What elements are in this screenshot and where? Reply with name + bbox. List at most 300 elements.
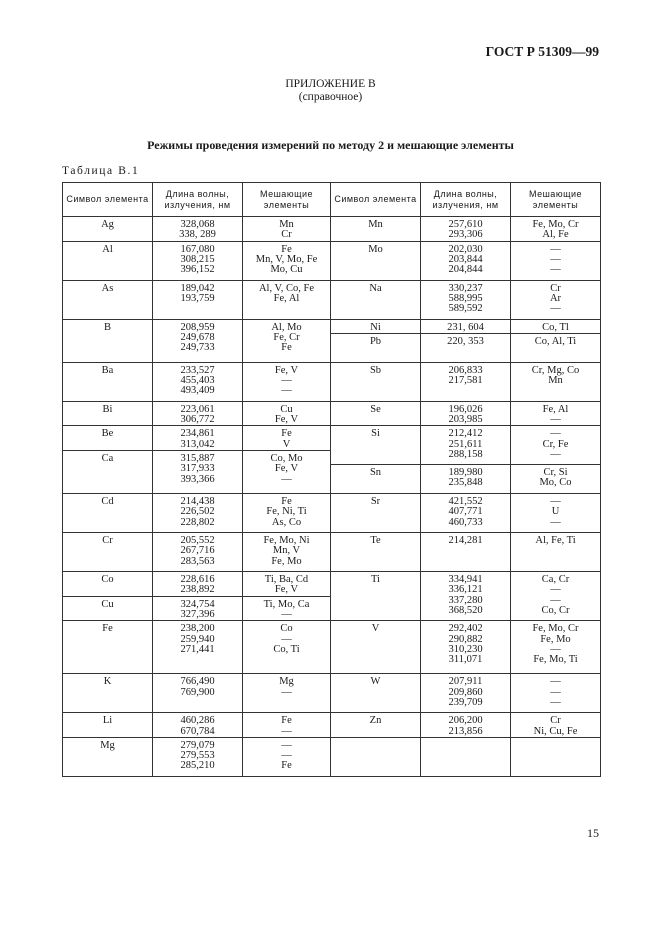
- element-symbol: Co: [101, 574, 114, 586]
- wavelength-value: 234,861: [180, 428, 215, 440]
- interfering-value: —: [550, 516, 561, 528]
- appendix-heading: [0, 78, 661, 104]
- table-row: [63, 494, 601, 533]
- element-symbol: Zn: [369, 715, 382, 727]
- wavelength-cell: [421, 280, 511, 319]
- interfering-value: —: [281, 608, 292, 620]
- interfering-value: Mn: [279, 219, 294, 230]
- wavelength-value: 407,771: [448, 506, 483, 518]
- wavelength-value: 310,230: [448, 643, 483, 655]
- wavelength-value: 259,940: [180, 633, 215, 645]
- wavelength-value: 214,438: [180, 496, 215, 508]
- interfering-cell: [243, 494, 331, 533]
- element-cell: [63, 280, 153, 319]
- wavelength-value: 317,933: [180, 463, 215, 475]
- wavelength-value: 285,210: [180, 760, 215, 772]
- element-cell: [63, 319, 153, 362]
- interfering-value: Fe, Mo, Ti: [533, 654, 578, 666]
- wavelength-value: 337,280: [448, 594, 483, 606]
- interfering-value: Co, Mo: [270, 453, 303, 465]
- interfering-value: U: [551, 506, 560, 518]
- wavelength-value: 455,403: [180, 375, 215, 387]
- interfering-value: Fe, Mo: [540, 633, 571, 645]
- element-cell: [63, 737, 153, 776]
- wavelength-cell: [153, 401, 243, 426]
- interfering-cell: [243, 362, 331, 401]
- wavelength-value: 393,366: [180, 473, 215, 485]
- interfering-value: Al, Mo: [271, 321, 302, 333]
- element-symbol: B: [103, 321, 111, 333]
- table-row: [63, 674, 601, 713]
- interfering-value: Mn: [548, 375, 563, 387]
- wavelength-cell: [153, 426, 243, 451]
- element-cell: [331, 533, 421, 572]
- interfering-value: —: [550, 696, 561, 708]
- element-cell: [63, 217, 153, 242]
- wavelength-value: 203,844: [448, 253, 483, 265]
- interfering-cell: [243, 241, 331, 280]
- wavelength-value: 311,071: [448, 654, 483, 666]
- element-cell: [331, 621, 421, 674]
- header-interfering-right: Мешающие элементы: [511, 183, 601, 217]
- interfering-value: Fe, Ni, Ti: [266, 506, 307, 518]
- wavelength-cell: [421, 217, 511, 242]
- interfering-cell: [511, 572, 601, 621]
- element-symbol: Sb: [369, 364, 382, 376]
- wavelength-value: 334,941: [448, 574, 483, 586]
- interfering-value: Cr: [550, 282, 561, 294]
- interfering-cell: [243, 280, 331, 319]
- wavelength-value: 257,610: [448, 219, 483, 230]
- interfering-value: Ca, Cr: [541, 574, 570, 586]
- table-row: [63, 280, 601, 319]
- interfering-cell: [511, 674, 601, 713]
- element-symbol: Sn: [369, 467, 382, 479]
- wavelength-value: 228,802: [180, 516, 215, 528]
- element-cell: [331, 426, 421, 465]
- wavelength-cell: [153, 621, 243, 674]
- interfering-value: —: [550, 303, 561, 315]
- element-symbol: K: [103, 676, 112, 688]
- wavelength-value: 279,553: [180, 750, 215, 762]
- wavelength-value: 214,281: [448, 535, 483, 547]
- interfering-value: As, Co: [271, 516, 302, 528]
- header-wavelength-right: Длина волны, излучения, нм: [421, 183, 511, 217]
- interfering-value: —: [550, 584, 561, 596]
- wavelength-value: 228,616: [180, 574, 215, 586]
- empty-cell: [511, 737, 601, 776]
- interfering-value: Mo, Cu: [270, 264, 303, 276]
- element-symbol: Mn: [368, 219, 383, 230]
- wavelength-cell: [153, 572, 243, 597]
- element-symbol: Cd: [101, 496, 114, 508]
- interfering-value: Fe, V: [274, 364, 299, 376]
- wavelength-value: 196,026: [448, 403, 483, 415]
- wavelength-cell: [153, 494, 243, 533]
- header-interfering-left: Мешающие элементы: [243, 183, 331, 217]
- interfering-value: Cr: [281, 229, 292, 241]
- wavelength-value: 189,042: [180, 282, 215, 294]
- interfering-value: Fe, Al: [273, 292, 300, 304]
- header-element-left: Символ элемента: [63, 183, 153, 217]
- interfering-value: Fe, Mo: [271, 555, 302, 567]
- wavelength-value: 308,215: [180, 253, 215, 265]
- wavelength-value: 769,900: [180, 686, 215, 698]
- interfering-cell: [243, 572, 331, 597]
- interfering-value: —: [550, 449, 561, 461]
- wavelength-value: 288,158: [448, 449, 483, 461]
- element-cell: [331, 319, 421, 333]
- interfering-value: Ni, Cu, Fe: [533, 725, 578, 737]
- element-cell: [63, 533, 153, 572]
- table-label: Таблица В.1: [62, 165, 140, 177]
- wavelength-value: 324,754: [180, 598, 215, 610]
- wavelength-cell: [421, 241, 511, 280]
- element-cell: [331, 333, 421, 362]
- interfering-value: —: [550, 414, 561, 426]
- wavelength-value: 338, 289: [179, 229, 216, 241]
- wavelength-value: 315,887: [180, 453, 215, 465]
- interfering-value: Fe: [281, 715, 292, 727]
- element-symbol: Be: [101, 428, 114, 440]
- wavelength-table: [62, 182, 601, 777]
- wavelength-cell: [421, 494, 511, 533]
- wavelength-cell: [421, 572, 511, 621]
- wavelength-value: 212,412: [448, 428, 483, 440]
- interfering-cell: [243, 451, 331, 494]
- wavelength-value: 493,409: [180, 385, 215, 397]
- element-cell: [63, 494, 153, 533]
- interfering-value: Co, Ti: [273, 643, 300, 655]
- element-cell: [63, 713, 153, 738]
- element-symbol: Si: [371, 428, 380, 440]
- wavelength-value: 206,200: [448, 715, 483, 727]
- element-symbol: V: [371, 623, 380, 635]
- interfering-cell: [511, 401, 601, 426]
- interfering-value: Al, Fe, Ti: [535, 535, 576, 547]
- interfering-cell: [243, 737, 331, 776]
- wavelength-value: 231, 604: [447, 321, 484, 333]
- wavelength-value: 460,286: [180, 715, 215, 727]
- wavelength-cell: [153, 217, 243, 242]
- standard-number: ГОСТ Р 51309—99: [485, 44, 599, 59]
- wavelength-value: 249,678: [180, 331, 215, 343]
- element-cell: [63, 451, 153, 494]
- wavelength-value: 220, 353: [447, 335, 484, 347]
- wavelength-value: 279,079: [180, 739, 215, 751]
- interfering-value: Fe: [281, 243, 292, 255]
- wavelength-cell: [421, 333, 511, 362]
- wavelength-cell: [153, 737, 243, 776]
- element-symbol: Ni: [370, 321, 381, 333]
- wavelength-value: 336,121: [448, 584, 483, 596]
- wavelength-value: 207,911: [448, 676, 483, 688]
- wavelength-value: 217,581: [448, 375, 483, 387]
- element-cell: [63, 401, 153, 426]
- wavelength-value: 396,152: [180, 264, 215, 276]
- interfering-value: Fe: [281, 496, 292, 508]
- wavelength-cell: [421, 319, 511, 333]
- wavelength-cell: [153, 674, 243, 713]
- wavelength-cell: [421, 401, 511, 426]
- interfering-cell: [511, 713, 601, 738]
- interfering-value: —: [550, 428, 561, 440]
- interfering-value: —: [550, 264, 561, 276]
- wavelength-value: 209,860: [448, 686, 483, 698]
- wavelength-value: 205,552: [180, 535, 215, 547]
- interfering-cell: [243, 319, 331, 362]
- wavelength-cell: [153, 596, 243, 621]
- page-number: 15: [587, 826, 599, 840]
- wavelength-value: 766,490: [180, 676, 215, 688]
- element-symbol: Al: [102, 243, 113, 255]
- interfering-value: Co, Cr: [541, 604, 570, 616]
- interfering-cell: [511, 319, 601, 333]
- wavelength-cell: [153, 451, 243, 494]
- wavelength-value: 283,563: [180, 555, 215, 567]
- interfering-value: Al, V, Co, Fe: [258, 282, 315, 294]
- interfering-value: Fe: [281, 760, 292, 772]
- wavelength-value: 238,200: [180, 623, 215, 635]
- table-row: [63, 533, 601, 572]
- element-cell: [63, 426, 153, 451]
- interfering-cell: [243, 713, 331, 738]
- header-element-right: Символ элемента: [331, 183, 421, 217]
- element-symbol: Ag: [101, 219, 114, 230]
- interfering-cell: [243, 426, 331, 451]
- table-row: [63, 572, 601, 597]
- element-cell: [331, 280, 421, 319]
- interfering-value: Fe, Mo, Cr: [532, 623, 579, 635]
- table-row: [63, 241, 601, 280]
- element-symbol: Cr: [102, 535, 113, 547]
- wavelength-value: 306,772: [180, 414, 215, 426]
- interfering-value: Ar: [549, 292, 562, 304]
- wavelength-value: 239,709: [448, 696, 483, 708]
- interfering-cell: [511, 280, 601, 319]
- element-cell: [63, 241, 153, 280]
- interfering-value: Mn, V, Mo, Fe: [255, 253, 318, 265]
- interfering-value: Mo, Co: [539, 477, 572, 489]
- wavelength-value: 203,985: [448, 414, 483, 426]
- interfering-value: Fe, Mo, Ni: [263, 535, 310, 547]
- wavelength-value: 193,759: [180, 292, 215, 304]
- interfering-value: Cr, Fe: [542, 438, 569, 450]
- interfering-value: —: [281, 686, 292, 698]
- interfering-value: —: [281, 375, 292, 387]
- wavelength-value: 271,441: [180, 643, 215, 655]
- wavelength-value: 206,833: [448, 364, 483, 376]
- wavelength-value: 588,995: [448, 292, 483, 304]
- interfering-cell: [511, 426, 601, 465]
- interfering-value: —: [550, 643, 561, 655]
- wavelength-value: 589,592: [448, 303, 483, 315]
- element-symbol: Fe: [102, 623, 113, 635]
- interfering-cell: [511, 494, 601, 533]
- wavelength-cell: [153, 319, 243, 362]
- interfering-value: Mg: [279, 676, 294, 688]
- wavelength-value: 202,030: [448, 243, 483, 255]
- table-row: [63, 362, 601, 401]
- interfering-cell: [511, 362, 601, 401]
- wavelength-value: 251,611: [448, 438, 483, 450]
- element-symbol: Na: [369, 282, 382, 294]
- interfering-value: —: [550, 676, 561, 688]
- wavelength-value: 213,856: [448, 725, 483, 737]
- interfering-value: V: [282, 438, 291, 450]
- wavelength-value: 267,716: [180, 545, 215, 557]
- wavelength-value: 238,892: [180, 584, 215, 596]
- table-row: [63, 319, 601, 333]
- element-cell: [331, 572, 421, 621]
- empty-cell: [331, 737, 421, 776]
- wavelength-value: 460,733: [448, 516, 483, 528]
- interfering-cell: [243, 533, 331, 572]
- interfering-value: Fe, V: [274, 414, 299, 426]
- wavelength-value: 226,502: [180, 506, 215, 518]
- wavelength-cell: [153, 241, 243, 280]
- wavelength-value: 223,061: [180, 403, 215, 415]
- wavelength-value: 235,848: [448, 477, 483, 489]
- table-row: [63, 713, 601, 738]
- interfering-value: —: [550, 496, 561, 508]
- element-symbol: Bi: [102, 403, 113, 415]
- wavelength-value: 327,396: [180, 608, 215, 620]
- appendix-title: ПРИЛОЖЕНИЕ В: [285, 78, 376, 90]
- interfering-value: —: [550, 686, 561, 698]
- table-row: [63, 737, 601, 776]
- wavelength-value: 290,882: [448, 633, 483, 645]
- interfering-cell: [243, 401, 331, 426]
- interfering-value: Ti, Ba, Cd: [264, 574, 309, 586]
- element-symbol: Mg: [100, 739, 115, 751]
- interfering-value: Fe: [281, 342, 292, 354]
- empty-cell: [421, 737, 511, 776]
- table-row: [63, 426, 601, 451]
- element-symbol: As: [101, 282, 114, 294]
- interfering-value: Fe, Al: [542, 403, 569, 415]
- interfering-value: Fe, V: [274, 463, 299, 475]
- element-symbol: Ca: [101, 453, 114, 465]
- element-cell: [331, 401, 421, 426]
- wavelength-cell: [421, 362, 511, 401]
- wavelength-cell: [153, 280, 243, 319]
- interfering-cell: [243, 621, 331, 674]
- element-symbol: Se: [370, 403, 381, 415]
- element-cell: [63, 596, 153, 621]
- element-cell: [63, 572, 153, 597]
- interfering-cell: [511, 465, 601, 494]
- interfering-value: Mn, V: [272, 545, 301, 557]
- wavelength-cell: [421, 674, 511, 713]
- interfering-value: —: [550, 594, 561, 606]
- element-cell: [331, 494, 421, 533]
- table-row: [63, 621, 601, 674]
- interfering-value: —: [281, 473, 292, 485]
- interfering-cell: [243, 674, 331, 713]
- interfering-cell: [511, 533, 601, 572]
- interfering-value: —: [281, 633, 292, 645]
- element-symbol: Te: [370, 535, 381, 547]
- interfering-cell: [243, 217, 331, 242]
- interfering-value: Fe, Cr: [273, 331, 300, 343]
- interfering-value: Fe, V: [274, 584, 299, 596]
- element-cell: [331, 674, 421, 713]
- header-wavelength-left: Длина волны, излучения, нм: [153, 183, 243, 217]
- wavelength-value: 293,306: [448, 229, 483, 241]
- interfering-value: Cr, Mg, Co: [531, 364, 580, 376]
- wavelength-cell: [421, 465, 511, 494]
- interfering-value: —: [281, 385, 292, 397]
- wavelength-value: 208,959: [180, 321, 215, 333]
- element-symbol: Cu: [101, 598, 114, 610]
- element-symbol: Mo: [368, 243, 383, 255]
- interfering-cell: [243, 596, 331, 621]
- wavelength-cell: [421, 426, 511, 465]
- interfering-value: Ti, Mo, Ca: [263, 598, 310, 610]
- wavelength-value: 328,068: [180, 219, 215, 230]
- element-cell: [63, 621, 153, 674]
- interfering-cell: [511, 621, 601, 674]
- wavelength-value: 368,520: [448, 604, 483, 616]
- element-cell: [331, 713, 421, 738]
- interfering-value: Cr: [550, 715, 561, 727]
- wavelength-cell: [421, 713, 511, 738]
- table-row: [63, 217, 601, 242]
- wavelength-cell: [153, 362, 243, 401]
- element-cell: [63, 674, 153, 713]
- element-symbol: Pb: [369, 335, 382, 347]
- element-cell: [63, 362, 153, 401]
- wavelength-cell: [421, 621, 511, 674]
- interfering-cell: [511, 241, 601, 280]
- interfering-value: Fe, Mo, Cr: [532, 219, 579, 230]
- wavelength-cell: [153, 533, 243, 572]
- element-symbol: Sr: [370, 496, 381, 508]
- wavelength-value: 670,784: [180, 725, 215, 737]
- wavelength-cell: [421, 533, 511, 572]
- element-cell: [331, 241, 421, 280]
- wavelength-value: 189,980: [448, 467, 483, 479]
- interfering-value: Fe: [281, 428, 292, 440]
- wavelength-value: 167,080: [180, 243, 215, 255]
- interfering-value: Co: [280, 623, 293, 635]
- wavelength-value: 313,042: [180, 438, 215, 450]
- wavelength-value: 204,844: [448, 264, 483, 276]
- interfering-value: —: [281, 750, 292, 762]
- element-cell: [331, 362, 421, 401]
- element-symbol: Ti: [371, 574, 380, 586]
- interfering-value: Cr, Si: [543, 467, 568, 479]
- interfering-cell: [511, 333, 601, 362]
- wavelength-value: 330,237: [448, 282, 483, 294]
- interfering-value: Co, Al, Ti: [534, 335, 577, 347]
- interfering-value: Al, Fe: [542, 229, 569, 241]
- section-title: Режимы проведения измерений по методу 2 и мешающие элементы: [147, 138, 514, 152]
- table-row: [63, 401, 601, 426]
- interfering-value: —: [550, 243, 561, 255]
- element-symbol: Li: [102, 715, 113, 727]
- interfering-value: —: [550, 253, 561, 265]
- wavelength-value: 292,402: [448, 623, 483, 635]
- interfering-cell: [511, 217, 601, 242]
- wavelength-value: 249,733: [180, 342, 215, 354]
- appendix-subtitle: (справочное): [298, 91, 363, 103]
- interfering-value: —: [281, 739, 292, 751]
- element-cell: [331, 217, 421, 242]
- element-symbol: W: [370, 676, 381, 688]
- element-symbol: Ba: [101, 364, 114, 376]
